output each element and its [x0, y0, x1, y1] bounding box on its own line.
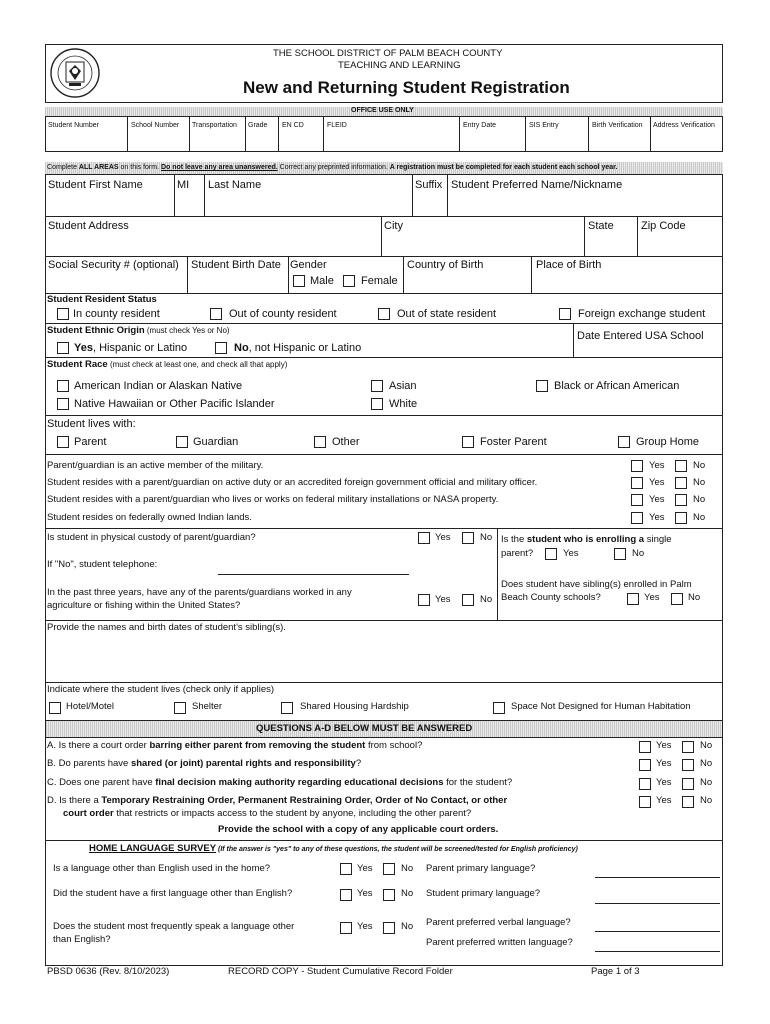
middle-initial-field[interactable]: MI: [177, 179, 190, 191]
space-not-designed-label: Space Not Designed for Human Habitation: [511, 701, 691, 712]
office-use-heading: OFFICE USE ONLY: [351, 107, 414, 114]
record-copy-note: RECORD COPY - Student Cumulative Record Folder: [228, 966, 453, 977]
military-q2: Student resides with a parent/guardian on active duty or an accredited foreign government official and military officer.: [47, 477, 538, 488]
lives-with-parent-label: Parent: [74, 436, 107, 448]
in-county-label: In county resident: [73, 308, 160, 320]
student-primary-language-label: Student primary language?: [426, 888, 541, 899]
language-q3-yes-checkbox[interactable]: [340, 922, 352, 934]
lives-with-foster-label: Foster Parent: [480, 436, 547, 448]
question-b-yes-label: Yes: [656, 758, 672, 769]
student-first-name-field[interactable]: Student First Name: [48, 179, 143, 191]
language-q1-yes-checkbox[interactable]: [340, 863, 352, 875]
female-checkbox[interactable]: [343, 275, 355, 287]
suffix-field[interactable]: Suffix: [415, 179, 443, 191]
american-indian-checkbox[interactable]: [57, 380, 69, 392]
registration-form: [45, 44, 723, 977]
military-q1-yes-checkbox[interactable]: [631, 460, 643, 472]
form-title: New and Returning Student Registration: [243, 78, 570, 97]
last-name-field[interactable]: Last Name: [208, 179, 262, 191]
lives-with-group-home-checkbox[interactable]: [618, 436, 630, 448]
military-q1: Parent/guardian is an active member of the military.: [47, 460, 264, 471]
foreign-exchange-checkbox[interactable]: [559, 308, 571, 320]
sibling-no-label: No: [688, 592, 701, 603]
question-c-yes-label: Yes: [656, 777, 672, 788]
parent-verbal-language-line[interactable]: [595, 931, 720, 932]
custody-no-checkbox[interactable]: [462, 532, 474, 544]
military-q3: Student resides with a parent/guardian who lives or works on federal military installations or NASA property.: [47, 494, 499, 505]
single-parent-question-line2: parent?: [501, 548, 534, 559]
lives-with-parent-checkbox[interactable]: [57, 436, 69, 448]
black-checkbox[interactable]: [536, 380, 548, 392]
language-q2-no-checkbox[interactable]: [383, 889, 395, 901]
language-q1-no-label: No: [401, 863, 414, 874]
lives-with-other-label: Other: [332, 436, 360, 448]
office-col-school-number: School Number: [131, 122, 180, 129]
white-checkbox[interactable]: [371, 398, 383, 410]
ssn-field[interactable]: Social Security # (optional): [48, 259, 179, 271]
student-telephone-line[interactable]: [218, 574, 409, 575]
asian-checkbox[interactable]: [371, 380, 383, 392]
shelter-label: Shelter: [192, 701, 223, 712]
sibling-yes-checkbox[interactable]: [627, 593, 639, 605]
siblings-label: Provide the names and birth dates of student's sibling(s).: [47, 622, 286, 633]
preferred-name-field[interactable]: Student Preferred Name/Nickname: [451, 179, 623, 191]
shelter-checkbox[interactable]: [174, 702, 186, 714]
female-label: Female: [361, 275, 398, 287]
office-col-transportation: Transportation: [192, 122, 237, 129]
military-q3-no-checkbox[interactable]: [675, 494, 687, 506]
court-orders-notice: Provide the school with a copy of any applicable court orders.: [218, 824, 499, 835]
language-q2-no-label: No: [401, 888, 414, 899]
out-of-state-label: Out of state resident: [397, 308, 497, 320]
question-d-yes-label: Yes: [656, 795, 672, 806]
question-a-no-label: No: [700, 740, 713, 751]
hispanic-yes-label: Yes, Hispanic or Latino: [74, 342, 188, 354]
district-name: THE SCHOOL DISTRICT OF PALM BEACH COUNTY: [273, 48, 503, 59]
language-q3-line2: than English?: [53, 934, 111, 945]
question-c-no-checkbox[interactable]: [682, 778, 694, 790]
language-q3-line1: Does the student most frequently speak a language other: [53, 921, 295, 932]
single-parent-no-checkbox[interactable]: [614, 548, 626, 560]
ethnic-origin-heading: Student Ethnic Origin (must check Yes or No): [47, 325, 230, 336]
language-q3-no-label: No: [401, 921, 414, 932]
military-q4-no-label: No: [693, 512, 706, 523]
question-b: B. Do parents have shared (or joint) parental rights and responsibility?: [47, 758, 362, 769]
single-parent-question: Is the student who is enrolling a single: [501, 534, 672, 545]
parent-written-language-label: Parent preferred written language?: [426, 937, 573, 948]
out-of-state-checkbox[interactable]: [378, 308, 390, 320]
lives-with-guardian-checkbox[interactable]: [176, 436, 188, 448]
asian-label: Asian: [389, 380, 417, 392]
district-seal-logo: [49, 47, 101, 99]
sibling-question-line1: Does student have sibling(s) enrolled in Palm: [501, 579, 692, 590]
single-parent-no-label: No: [632, 548, 645, 559]
parent-primary-language-line[interactable]: [595, 877, 720, 878]
single-parent-yes-label: Yes: [563, 548, 579, 559]
military-q2-yes-label: Yes: [649, 477, 665, 488]
custody-no-label: No: [480, 532, 493, 543]
military-q3-yes-label: Yes: [649, 494, 665, 505]
parent-written-language-line[interactable]: [595, 951, 720, 952]
hispanic-no-checkbox[interactable]: [215, 342, 227, 354]
question-c-yes-checkbox[interactable]: [639, 778, 651, 790]
parent-verbal-language-label: Parent preferred verbal language?: [426, 917, 571, 928]
office-col-grade: Grade: [248, 122, 268, 129]
parent-primary-language-label: Parent primary language?: [426, 863, 536, 874]
lives-with-heading: Student lives with:: [47, 418, 136, 430]
in-county-checkbox[interactable]: [57, 308, 69, 320]
military-q2-no-label: No: [693, 477, 706, 488]
question-b-no-checkbox[interactable]: [682, 759, 694, 771]
question-c: C. Does one parent have final decision making authority regarding educational decisions for the student?: [47, 777, 513, 788]
american-indian-label: American Indian or Alaskan Native: [74, 380, 243, 392]
form-number: PBSD 0636 (Rev. 8/10/2023): [47, 966, 170, 977]
department-name: TEACHING AND LEARNING: [338, 60, 461, 71]
state-field[interactable]: State: [588, 220, 614, 232]
agriculture-no-label: No: [480, 594, 493, 605]
lives-with-other-checkbox[interactable]: [314, 436, 326, 448]
military-q1-no-checkbox[interactable]: [675, 460, 687, 472]
hotel-motel-checkbox[interactable]: [49, 702, 61, 714]
agriculture-question-line2: agriculture or fishing within the United States?: [47, 600, 241, 611]
race-heading: Student Race (must check at least one, and check all that apply): [47, 359, 288, 370]
question-d-yes-checkbox[interactable]: [639, 796, 651, 808]
office-col-address-verification: Address Verification: [653, 122, 715, 129]
office-col-birth-verification: Birth Verification: [592, 122, 643, 129]
question-d-no-label: No: [700, 795, 713, 806]
questions-heading: QUESTIONS A-D BELOW MUST BE ANSWERED: [256, 723, 473, 734]
resident-status-heading: Student Resident Status: [47, 294, 157, 305]
military-q2-no-checkbox[interactable]: [675, 477, 687, 489]
student-primary-language-line[interactable]: [595, 903, 720, 904]
military-q4: Student resides on federally owned Indian lands.: [47, 512, 252, 523]
military-q4-no-checkbox[interactable]: [675, 512, 687, 524]
shared-housing-label: Shared Housing Hardship: [300, 701, 409, 712]
question-b-no-label: No: [700, 758, 713, 769]
foreign-exchange-label: Foreign exchange student: [578, 308, 706, 320]
office-col-student-number: Student Number: [48, 122, 99, 129]
military-q4-yes-checkbox[interactable]: [631, 512, 643, 524]
office-col-fleid: FLEID: [327, 122, 347, 129]
hawaiian-label: Native Hawaiian or Other Pacific Islander: [74, 398, 275, 410]
single-parent-yes-checkbox[interactable]: [545, 548, 557, 560]
question-c-no-label: No: [700, 777, 713, 788]
date-entered-usa-school-field[interactable]: Date Entered USA School: [577, 330, 704, 342]
language-q2-yes-label: Yes: [357, 888, 373, 899]
space-not-designed-checkbox[interactable]: [493, 702, 505, 714]
military-q3-yes-checkbox[interactable]: [631, 494, 643, 506]
lives-with-guardian-label: Guardian: [193, 436, 239, 448]
hispanic-no-label: No, not Hispanic or Latino: [234, 342, 362, 354]
city-field[interactable]: City: [384, 220, 403, 232]
student-telephone-label: If "No", student telephone:: [47, 559, 158, 570]
office-col-sis-entry: SIS Entry: [529, 122, 559, 129]
lives-with-foster-checkbox[interactable]: [462, 436, 474, 448]
question-a: A. Is there a court order barring either parent from removing the student from school?: [47, 740, 423, 751]
language-q3-yes-label: Yes: [357, 921, 373, 932]
question-d-no-checkbox[interactable]: [682, 796, 694, 808]
custody-yes-label: Yes: [435, 532, 451, 543]
agriculture-yes-checkbox[interactable]: [418, 594, 430, 606]
page-number: Page 1 of 3: [591, 966, 640, 977]
military-q2-yes-checkbox[interactable]: [631, 477, 643, 489]
office-col-entry-date: Entry Date: [463, 122, 497, 129]
question-a-yes-checkbox[interactable]: [639, 741, 651, 753]
sibling-no-checkbox[interactable]: [671, 593, 683, 605]
military-q1-no-label: No: [693, 460, 706, 471]
hispanic-yes-checkbox[interactable]: [57, 342, 69, 354]
hawaiian-checkbox[interactable]: [57, 398, 69, 410]
out-of-county-label: Out of county resident: [229, 308, 337, 320]
place-of-birth-field[interactable]: Place of Birth: [536, 259, 602, 271]
language-q3-no-checkbox[interactable]: [383, 922, 395, 934]
agriculture-question-line1: In the past three years, have any of the parents/guardians worked in any: [47, 587, 352, 598]
question-a-yes-label: Yes: [656, 740, 672, 751]
agriculture-yes-label: Yes: [435, 594, 451, 605]
custody-question: Is student in physical custody of parent/guardian?: [47, 532, 256, 543]
zip-code-field[interactable]: Zip Code: [641, 220, 686, 232]
male-checkbox[interactable]: [293, 275, 305, 287]
custody-yes-checkbox[interactable]: [418, 532, 430, 544]
birth-date-field[interactable]: Student Birth Date: [191, 259, 281, 271]
military-q3-no-label: No: [693, 494, 706, 505]
question-d-line1: D. Is there a Temporary Restraining Order, Permanent Restraining Order, Order of No Contact, or other: [47, 795, 508, 806]
language-q2: Did the student have a first language other than English?: [53, 888, 293, 899]
out-of-county-checkbox[interactable]: [210, 308, 222, 320]
male-label: Male: [310, 275, 334, 287]
lives-with-group-home-label: Group Home: [636, 436, 699, 448]
language-q1-no-checkbox[interactable]: [383, 863, 395, 875]
hotel-motel-label: Hotel/Motel: [66, 701, 115, 712]
language-q1-yes-label: Yes: [357, 863, 373, 874]
military-q1-yes-label: Yes: [649, 460, 665, 471]
white-label: White: [389, 398, 418, 410]
language-survey-heading: HOME LANGUAGE SURVEY (If the answer is "yes" to any of these questions, the student will be screened/tested for English proficiency): [89, 843, 578, 854]
office-col-en-cd: EN CD: [282, 122, 304, 129]
country-of-birth-field[interactable]: Country of Birth: [407, 259, 484, 271]
question-d-line2: court order that restricts or impacts access to the student by anyone, including the other parent?: [63, 808, 472, 819]
military-q4-yes-label: Yes: [649, 512, 665, 523]
siblings-input-area[interactable]: [46, 636, 722, 680]
agriculture-no-checkbox[interactable]: [462, 594, 474, 606]
instructions-text: Complete ALL AREAS on this form. Do not leave any area unanswered. Correct any preprinted information. A registration must be completed for each student each school year.: [47, 164, 618, 171]
sibling-question-line2: Beach County schools?: [501, 592, 601, 603]
language-q2-yes-checkbox[interactable]: [340, 889, 352, 901]
shared-housing-checkbox[interactable]: [281, 702, 293, 714]
language-q1: Is a language other than English used in the home?: [53, 863, 271, 874]
housing-heading: Indicate where the student lives (check only if applies): [47, 684, 275, 695]
question-b-yes-checkbox[interactable]: [639, 759, 651, 771]
question-a-no-checkbox[interactable]: [682, 741, 694, 753]
black-label: Black or African American: [554, 380, 680, 392]
sibling-yes-label: Yes: [644, 592, 660, 603]
student-address-field[interactable]: Student Address: [48, 220, 129, 232]
gender-label: Gender: [290, 259, 327, 271]
